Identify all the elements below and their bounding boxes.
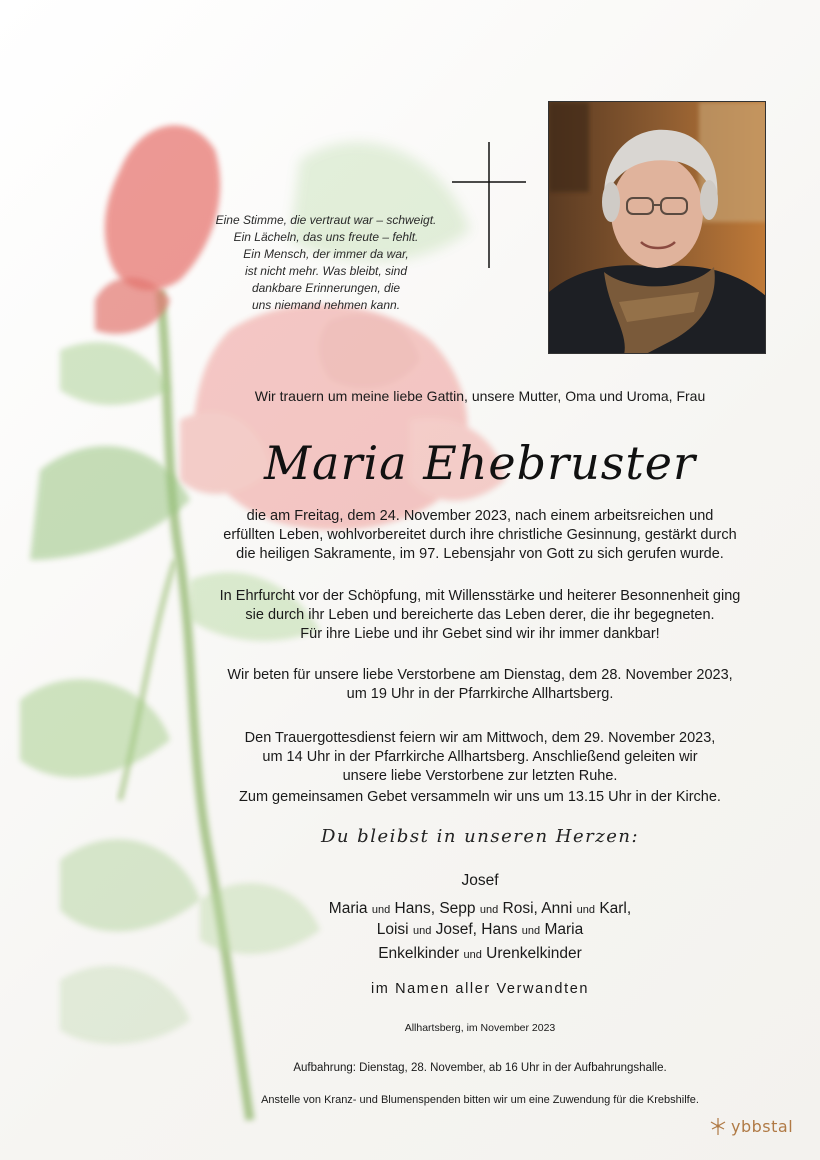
death-notice bbox=[190, 507, 770, 564]
family-name: Rosi, Anni bbox=[502, 900, 573, 917]
family-name: Urenkelkinder bbox=[486, 945, 582, 962]
family-children bbox=[190, 899, 770, 941]
cross-icon bbox=[452, 142, 526, 268]
family-name: Maria bbox=[544, 921, 584, 938]
deceased-name: Maria Ehebruster bbox=[263, 436, 697, 490]
relatives-line: im Namen aller Verwandten bbox=[370, 981, 590, 997]
text-line: Wir beten für unsere liebe Verstorbene am Dienstag, dem 28. November 2023, bbox=[227, 667, 733, 683]
conjunction: und bbox=[412, 925, 432, 937]
memorial-verse bbox=[196, 212, 456, 314]
family-name: Enkelkinder bbox=[378, 945, 460, 962]
portrait-illustration bbox=[549, 102, 766, 354]
text-line: Für ihre Liebe und ihr Gebet sind wir ihr immer dankbar! bbox=[300, 626, 660, 642]
text-line: die heiligen Sakramente, im 97. Lebensjahr von Gott zu sich gerufen wurde. bbox=[236, 546, 724, 562]
donation-note: Anstelle von Kranz- und Blumenspenden bitten wir um eine Zuwendung für die Krebshilfe. bbox=[261, 1094, 699, 1106]
conjunction: und bbox=[479, 904, 499, 916]
text-line: sie durch ihr Leben und bereicherte das Leben derer, die ihr begegneten. bbox=[245, 607, 715, 623]
family-grandchildren bbox=[190, 944, 770, 965]
place-date: Allhartsberg, im November 2023 bbox=[404, 1022, 556, 1034]
verse-line: uns niemand nehmen kann. bbox=[251, 298, 401, 312]
verse-line: ist nicht mehr. Was bleibt, sind bbox=[244, 264, 408, 278]
text-line: erfüllten Leben, wohlvorbereitet durch ihre christliche Gesinnung, gestärkt durch bbox=[223, 527, 737, 543]
conjunction: und bbox=[576, 904, 595, 916]
text-line: die am Freitag, dem 24. November 2023, nach einem arbeitsreichen und bbox=[246, 508, 714, 524]
logo-text: ybbstal bbox=[731, 1116, 794, 1136]
ybbstal-logo bbox=[708, 1115, 793, 1137]
text-line: In Ehrfurcht vor der Schöpfung, mit Willensstärke und heiterer Besonnenheit ging bbox=[219, 588, 741, 604]
funeral-paragraph bbox=[190, 729, 770, 786]
lead-sentence: Wir trauern um meine liebe Gattin, unsere Mutter, Oma und Uroma, Frau bbox=[254, 388, 706, 404]
verse-line: Ein Mensch, der immer da war, bbox=[243, 247, 409, 261]
text-line: um 19 Uhr in der Pfarrkirche Allhartsberg. bbox=[346, 686, 614, 702]
text-line: unsere liebe Verstorbene zur letzten Ruhe. bbox=[342, 768, 618, 784]
verse-line: Eine Stimme, die vertraut war – schweigt. bbox=[215, 213, 437, 227]
family-name: Hans, Sepp bbox=[394, 900, 476, 917]
tribute-paragraph bbox=[190, 587, 770, 644]
family-name: Karl, bbox=[599, 900, 632, 917]
portrait-photo bbox=[548, 101, 766, 354]
family-name: Maria bbox=[328, 900, 368, 917]
family-name: Josef, Hans bbox=[435, 921, 518, 938]
dandelion-icon bbox=[708, 1116, 728, 1136]
motto: Du bleibst in unseren Herzen: bbox=[320, 826, 640, 847]
verse-line: Ein Lächeln, das uns freute – fehlt. bbox=[233, 230, 419, 244]
text-line: Den Trauergottesdienst feiern wir am Mittwoch, dem 29. November 2023, bbox=[244, 730, 716, 746]
verse-line: dankbare Erinnerungen, die bbox=[251, 281, 401, 295]
gathering-note: Zum gemeinsamen Gebet versammeln wir uns um 13.15 Uhr in der Kirche. bbox=[239, 789, 721, 805]
conjunction: und bbox=[521, 925, 541, 937]
viewing-info: Aufbahrung: Dienstag, 28. November, ab 16 Uhr in der Aufbahrungshalle. bbox=[293, 1062, 667, 1074]
family-name: Loisi bbox=[376, 921, 409, 938]
conjunction: und bbox=[463, 949, 482, 961]
prayer-paragraph bbox=[190, 666, 770, 704]
family-spouse: Josef bbox=[461, 872, 499, 889]
text-line: um 14 Uhr in der Pfarrkirche Allhartsberg. Anschließend geleiten wir bbox=[262, 749, 698, 765]
conjunction: und bbox=[371, 904, 391, 916]
